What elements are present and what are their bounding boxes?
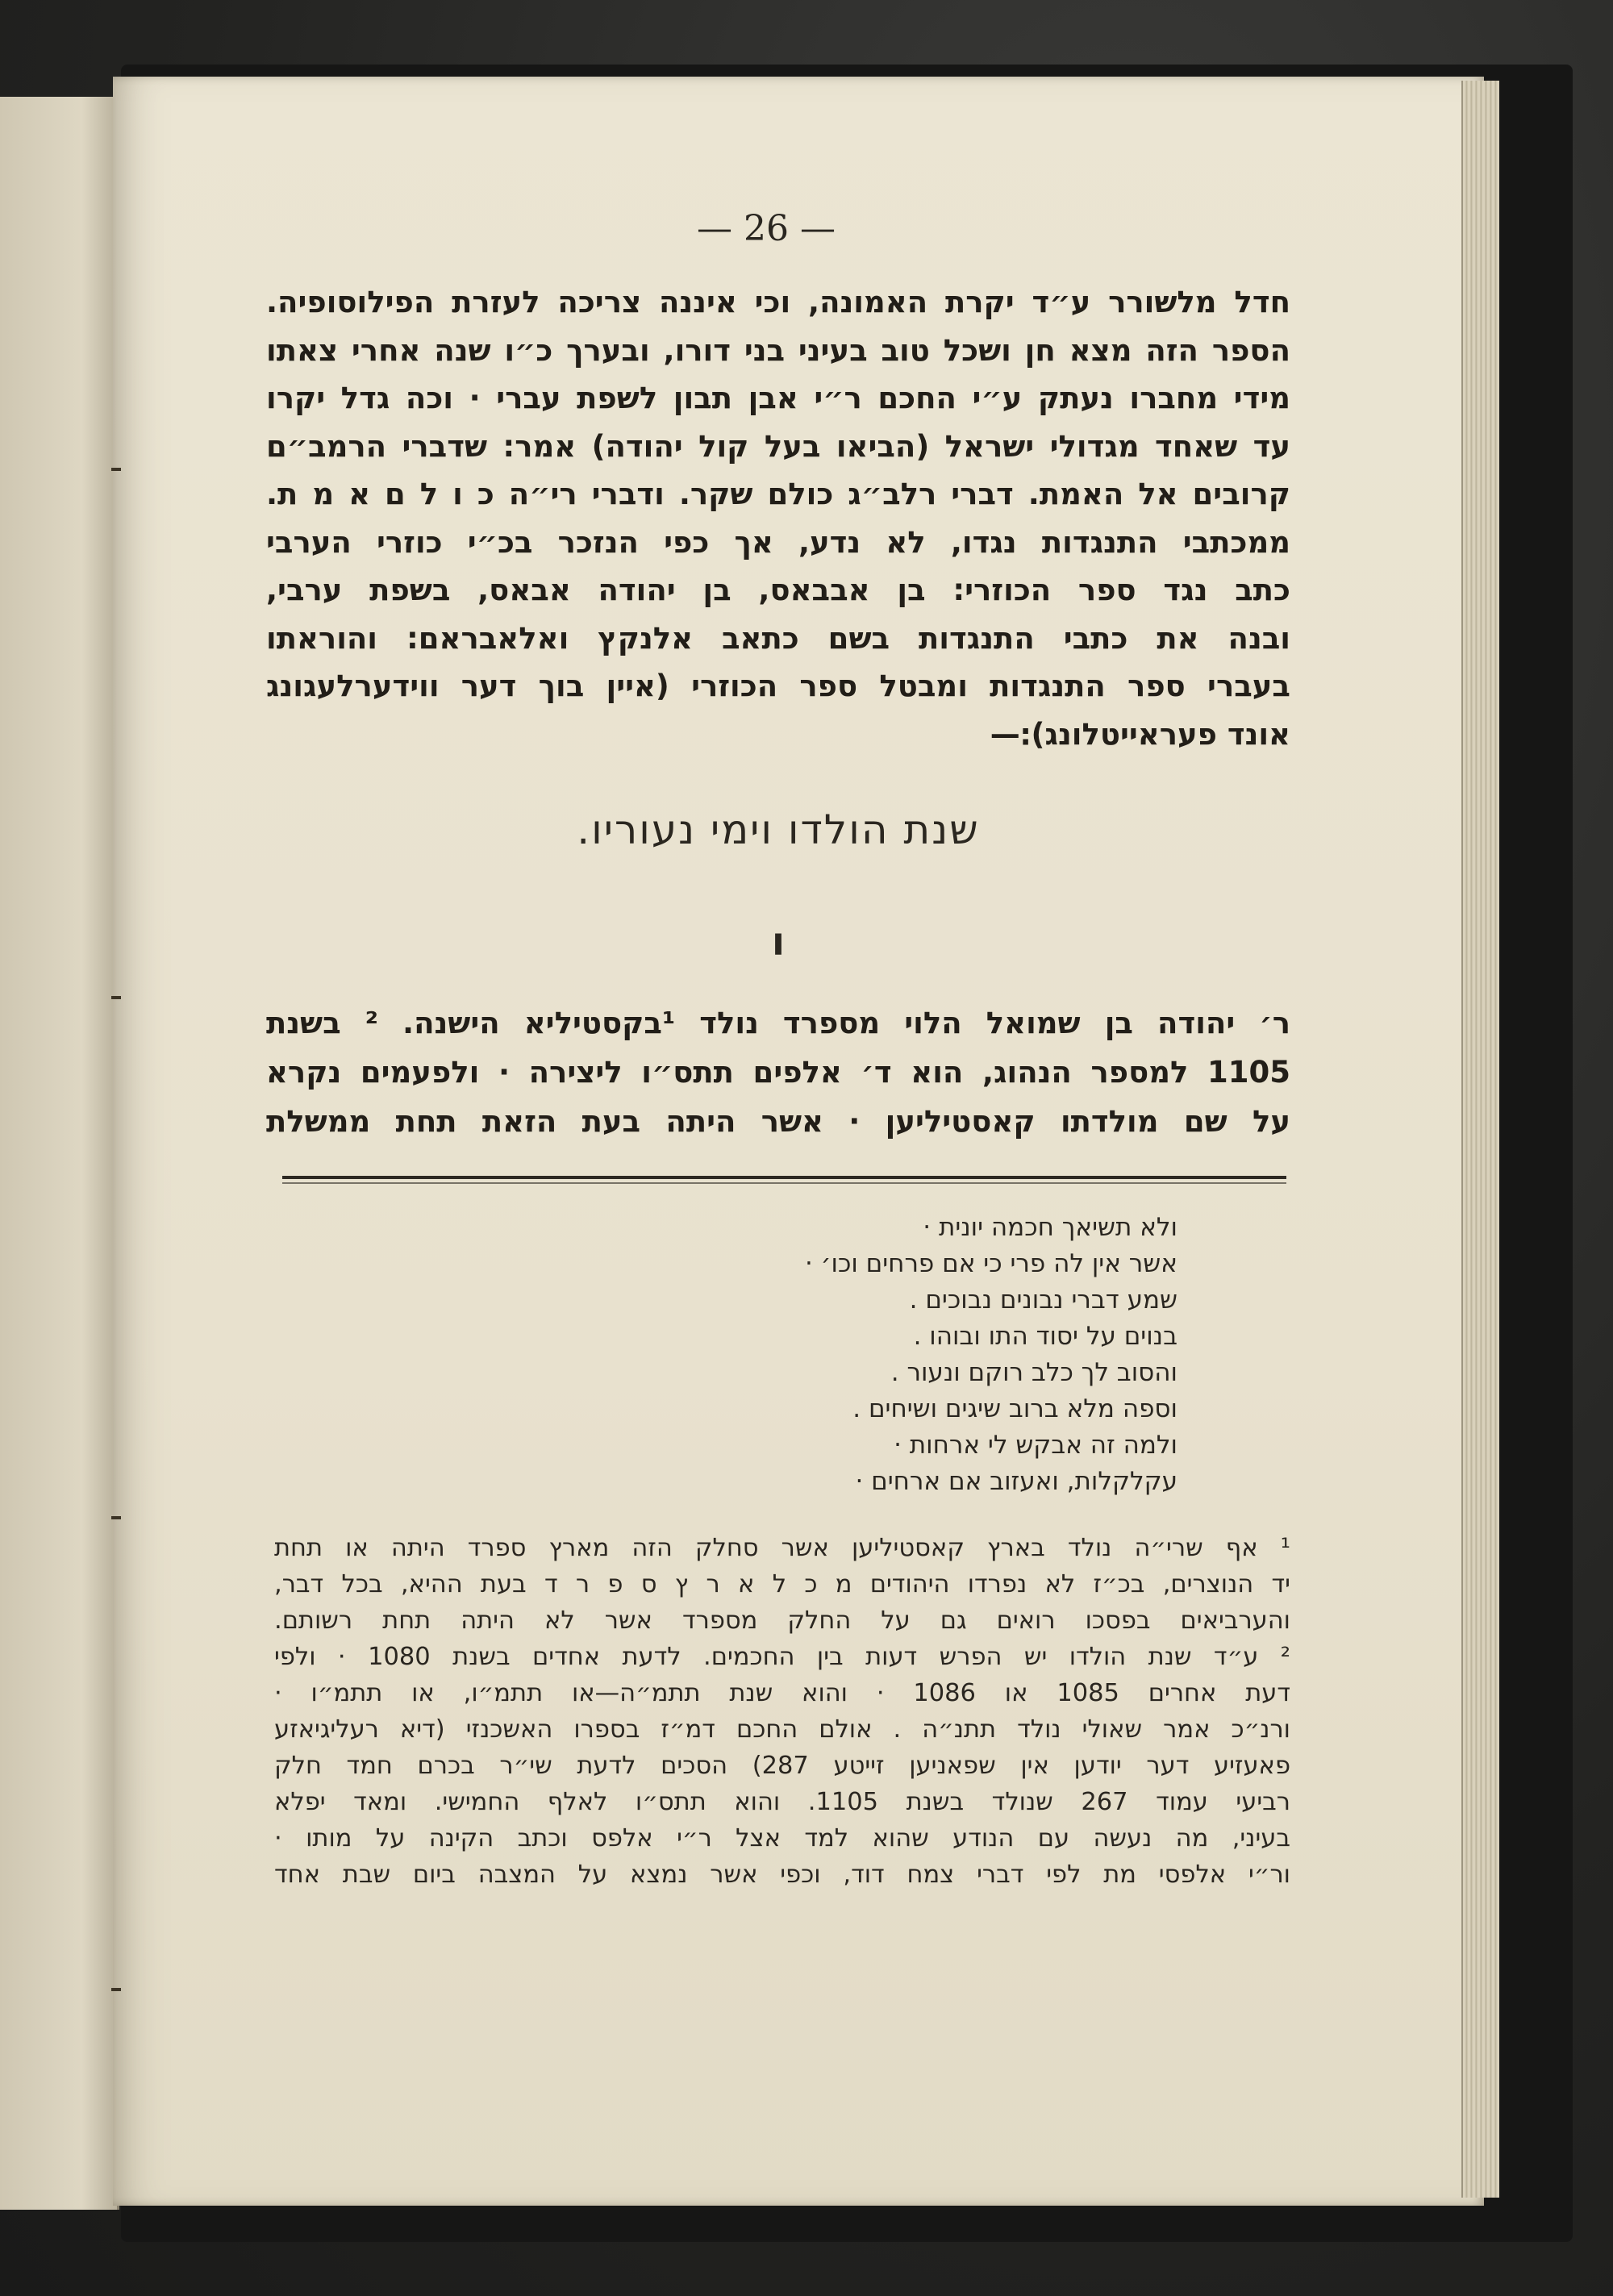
footnote-line: רביעי עמוד 267 שנולד בשנת 1105. והוא תתס״ו לאלף החמישי. ומאד יפלא <box>274 1788 1290 1816</box>
binding-stitch <box>111 1516 121 1519</box>
text-line: כתב נגד ספר הכוזרי: בן אבבאס, בן יהודה אבאס, בשפת ערבי, <box>266 573 1290 607</box>
poem-line: עקלקלות, ואעזוב אם ארחים · <box>855 1467 1177 1496</box>
poem-line: ולמה זה אבקש לי ארחות · <box>894 1431 1177 1460</box>
text-line: ר׳ יהודה בן שמואל הלוי מספרד נולד ¹בקסטיליא הישנה. ² בשנת <box>266 1006 1290 1040</box>
text-line: אונד פעראייטלונג)׃— <box>990 716 1290 752</box>
text-line: חדל מלשורר ע״ד יקרת האמונה, וכי איננה צריכה לעזרת הפילוסופיה. <box>266 285 1290 319</box>
text-line: עד שאחד מגדולי ישראל (הביאו בעל קול יהודה) אמר: שדברי הרמב״ם <box>266 428 1290 464</box>
text-line: ובנה את כתבי התנגדות בשם כתאב אלנקץ ואלאבראם: והוראתו <box>266 620 1290 656</box>
footnote-divider-shadow <box>282 1182 1286 1184</box>
text-line: על שם מולדתו קאסטיליען · אשר היתה בעת הזאת תחת ממשלת <box>266 1104 1290 1139</box>
poem-line: וספה מלא ברוב שיגים ושיחים . <box>852 1394 1177 1423</box>
text-line: מידי מחברו נעתק ע״י החכם ר״י אבן תבון לשפת עברי · וכה גדל יקרו <box>266 381 1290 415</box>
text-line: ממכתבי התנגדות נגדו, לא נדע, אך כפי הנזכר בכ״י כוזרי הערבי <box>266 524 1290 560</box>
footnotes <box>274 1530 1290 1893</box>
poem-quote <box>613 1210 1177 1500</box>
text-line: בעברי ספר התנגדות ומבטל ספר הכוזרי (איין בוך דער ווידערלעגונג <box>266 669 1290 703</box>
poem-line: בנוים על יסוד התו ובוהו . <box>913 1322 1177 1351</box>
poem-line: ולא תשיאך חכמה יונית · <box>923 1213 1177 1242</box>
footnote-line: ורנ״כ אמר שאולי נולד תתנ״ה . אולם החכם דמ״ז בספרו האשכנזי (דיא רעליגיאזע <box>274 1715 1290 1744</box>
text-line: 1105 למספר הנהוג, הוא ד׳ אלפים תתס״ו ליצירה · ולפעמים נקרא <box>266 1055 1290 1090</box>
footnote-line: ור״י אלפסי מת לפי דברי צמח דוד, וכפי אשר נמצא על המצבה ביום שבת אחד <box>274 1861 1290 1889</box>
section-paragraph <box>266 998 1290 1146</box>
footnote-line: פאעזיע דער יודען אין שפאניען זייטע 287) הסכים לדעת שי״ר בכרם חמד חלק <box>274 1752 1290 1780</box>
footnote-line: דעת אחרים 1085 או 1086 · והוא שנת תתמ״ה—או תתמ״ו, או תתמ״ו · <box>274 1679 1290 1707</box>
text-line: קרובים אל האמת. דברי רלב״ג כולם שקר. ודברי רי״ה כ ו ל ם א מ ת. <box>266 477 1290 511</box>
section-number: ו <box>771 919 786 965</box>
text-line: הספר הזה מצא חן ושכל טוב בעיני בני דורו, ובערך כ״ו שנה אחרי צאתו <box>266 332 1290 368</box>
footnote-line: ² ע״ד שנת הולדו יש הפרש דעות בין החכמים. לדעת אחדים בשנת 1080 · ולפי <box>274 1643 1290 1671</box>
binding-stitch <box>111 468 121 471</box>
binding-stitch <box>111 1988 121 1991</box>
footnote-line: בעיני, מה נעשה עם הנודע שהוא למד אצל ר״י אלפס וכתב הקינה על מותו · <box>274 1824 1290 1852</box>
section-heading: שנת הולדו וימי נעוריו. <box>577 806 980 853</box>
footnote-line: ¹ אף שרי״ה נולד בארץ קאסטיליען אשר סחלק הזה מארץ ספרד היתה או תחת <box>274 1534 1290 1562</box>
binding-stitch <box>111 996 121 999</box>
page-number: — 26 — <box>697 208 836 249</box>
poem-line: והסוב לך כלב רוקם ונעור . <box>890 1358 1177 1387</box>
page-edges <box>1461 81 1499 2198</box>
main-paragraph <box>266 278 1290 758</box>
poem-line: אשר אין לה פרי כי אם פרחים וכו׳ · <box>804 1249 1177 1278</box>
poem-line: שמע דברי נבונים נבוכים . <box>909 1286 1177 1315</box>
footnote-divider <box>282 1176 1286 1179</box>
left-page <box>0 97 119 2210</box>
footnote-line: יד הנוצרים, בכ״ז לא נפרדו היהודים מ כ ל א ר ץ ס פ ר ד בעת ההיא, בכל דבר, <box>274 1570 1290 1598</box>
footnote-line: והערביאים בפסכו רואים גם על החלק מספרד אשר לא היתה תחת רשותם. <box>274 1606 1290 1635</box>
